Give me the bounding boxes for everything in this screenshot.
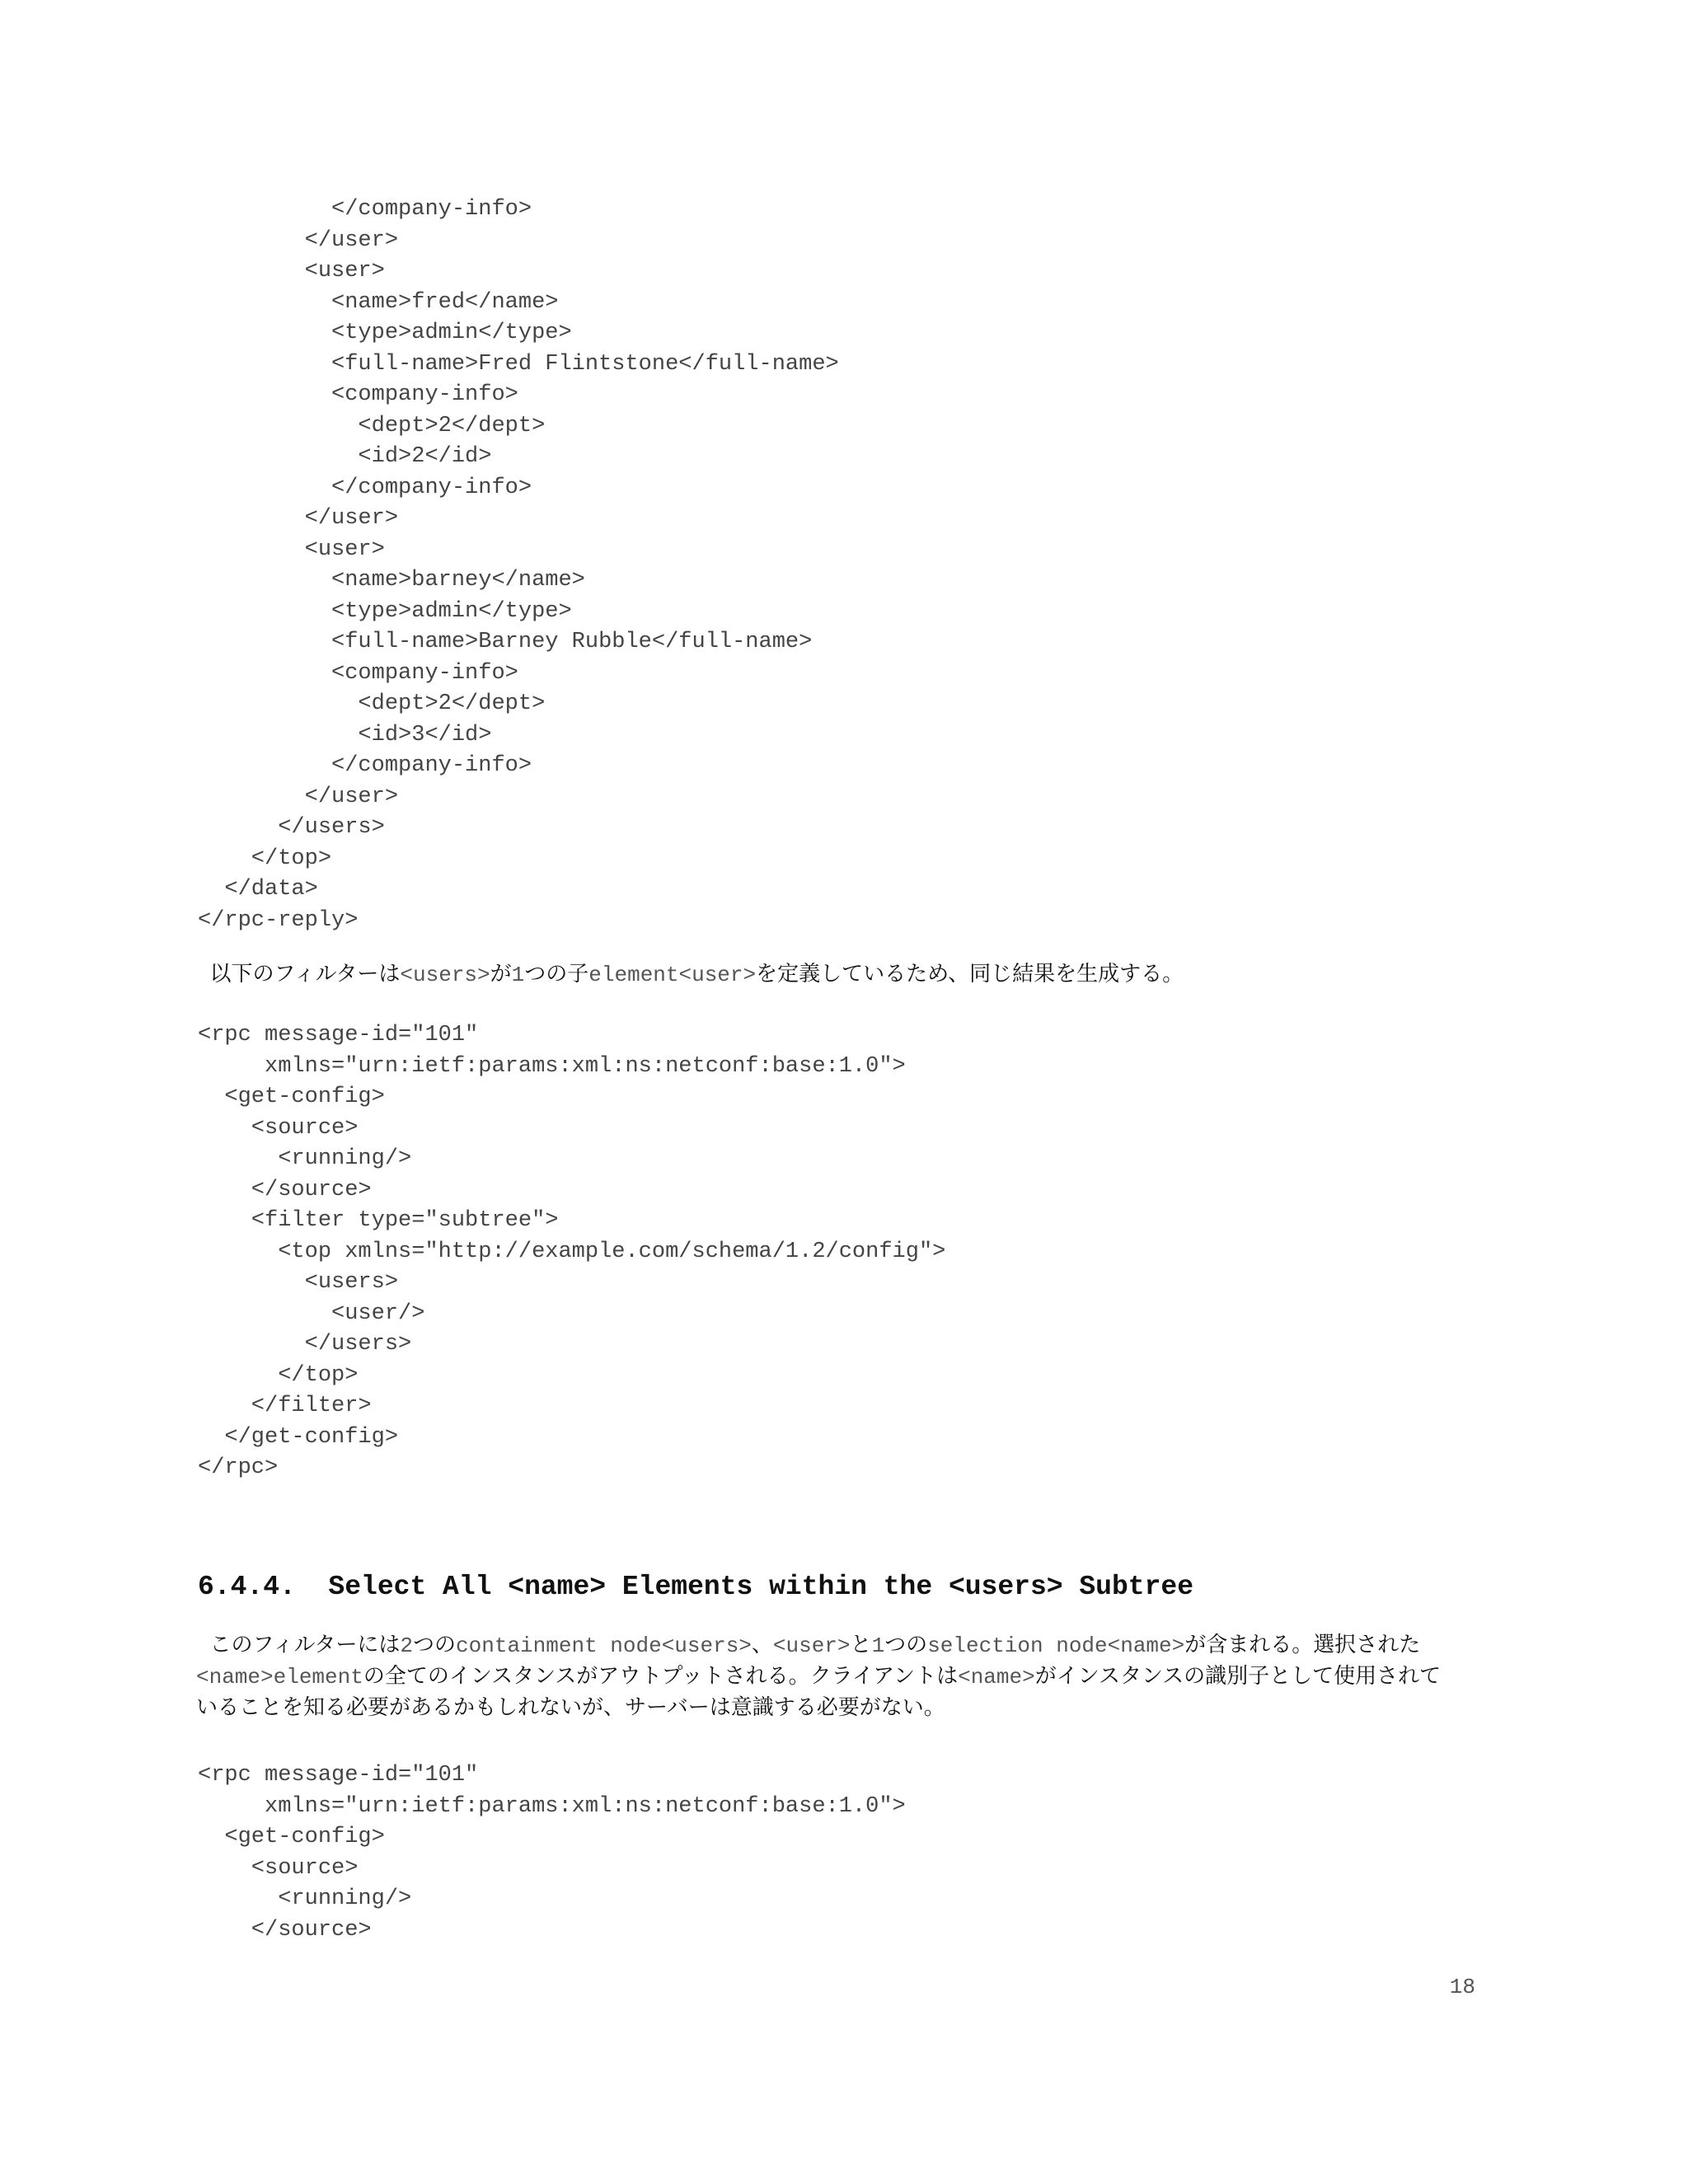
paragraph-text: がインスタンスの識別子として使用されていることを知る必要があるかもしれないが、サーバーは意識する必要がない。 (196, 1664, 1442, 1720)
paragraph-text: が含まれる。選択された (1184, 1633, 1421, 1657)
paragraph-name-selection-explanation (196, 1630, 1457, 1723)
inline-code: <users> (400, 963, 490, 987)
inline-code: <name> (958, 1665, 1035, 1690)
inline-code: 1 (871, 1633, 885, 1658)
paragraph-filter-explanation (196, 959, 1457, 991)
inline-code: containment node<users> (456, 1633, 752, 1658)
inline-code: 2 (400, 1633, 414, 1658)
paragraph-text: つの (884, 1633, 928, 1657)
xml-code-block-get-config-filter: <rpc message-id="101" xmlns="urn:ietf:params:xml:ns:netconf:base:1.0"> <get-config> <source> <running/> </source> <filter type="subtree"> <top xmlns="http://example.com/schema/1.2/config"> <users> <user/> </users> </top> </filter> </get-config> </rpc> (198, 1023, 946, 1480)
xml-code-block-get-config-partial: <rpc message-id="101" xmlns="urn:ietf:params:xml:ns:netconf:base:1.0"> <get-config> <source> <running/> </source> (198, 1763, 906, 1943)
paragraph-text: つの子 (524, 962, 589, 987)
page-number: 18 (1449, 1975, 1475, 1999)
paragraph-text: が (490, 962, 512, 987)
inline-code: <user> (772, 1633, 851, 1658)
paragraph-text: 、 (751, 1633, 773, 1657)
inline-code: <name>element (196, 1665, 363, 1690)
paragraph-text: の全てのインスタンスがアウトプットされる。クライアントは (363, 1664, 959, 1689)
inline-code: selection node<name> (927, 1633, 1185, 1658)
inline-code: element<user> (588, 963, 757, 987)
paragraph-text: つの (413, 1633, 457, 1657)
xml-code-block-rpc-reply: </company-info> </user> <user> <name>fred</name> <type>admin</type> <full-name>Fred Flintstone</full-name> <company-info> <dept>2</dept> <id>2</id> </company-info> </user> <user> <name>barney</name> <type>admin</type> <full-name>Barney Rubble</full-name> <company-info> <dept>2</dept> <id>3</id> </company-info> </user> </users> </top> </data> </rpc-reply> (198, 197, 839, 933)
paragraph-text: このフィルターには (209, 1633, 401, 1657)
paragraph-text: と (850, 1633, 872, 1657)
paragraph-text: を定義しているため、同じ結果を生成する。 (756, 962, 1184, 987)
inline-code: 1 (511, 963, 525, 987)
section-heading: 6.4.4. Select All <name> Elements within the <users> Subtree (198, 1572, 1193, 1602)
paragraph-text: 以下のフィルターは (209, 962, 401, 987)
